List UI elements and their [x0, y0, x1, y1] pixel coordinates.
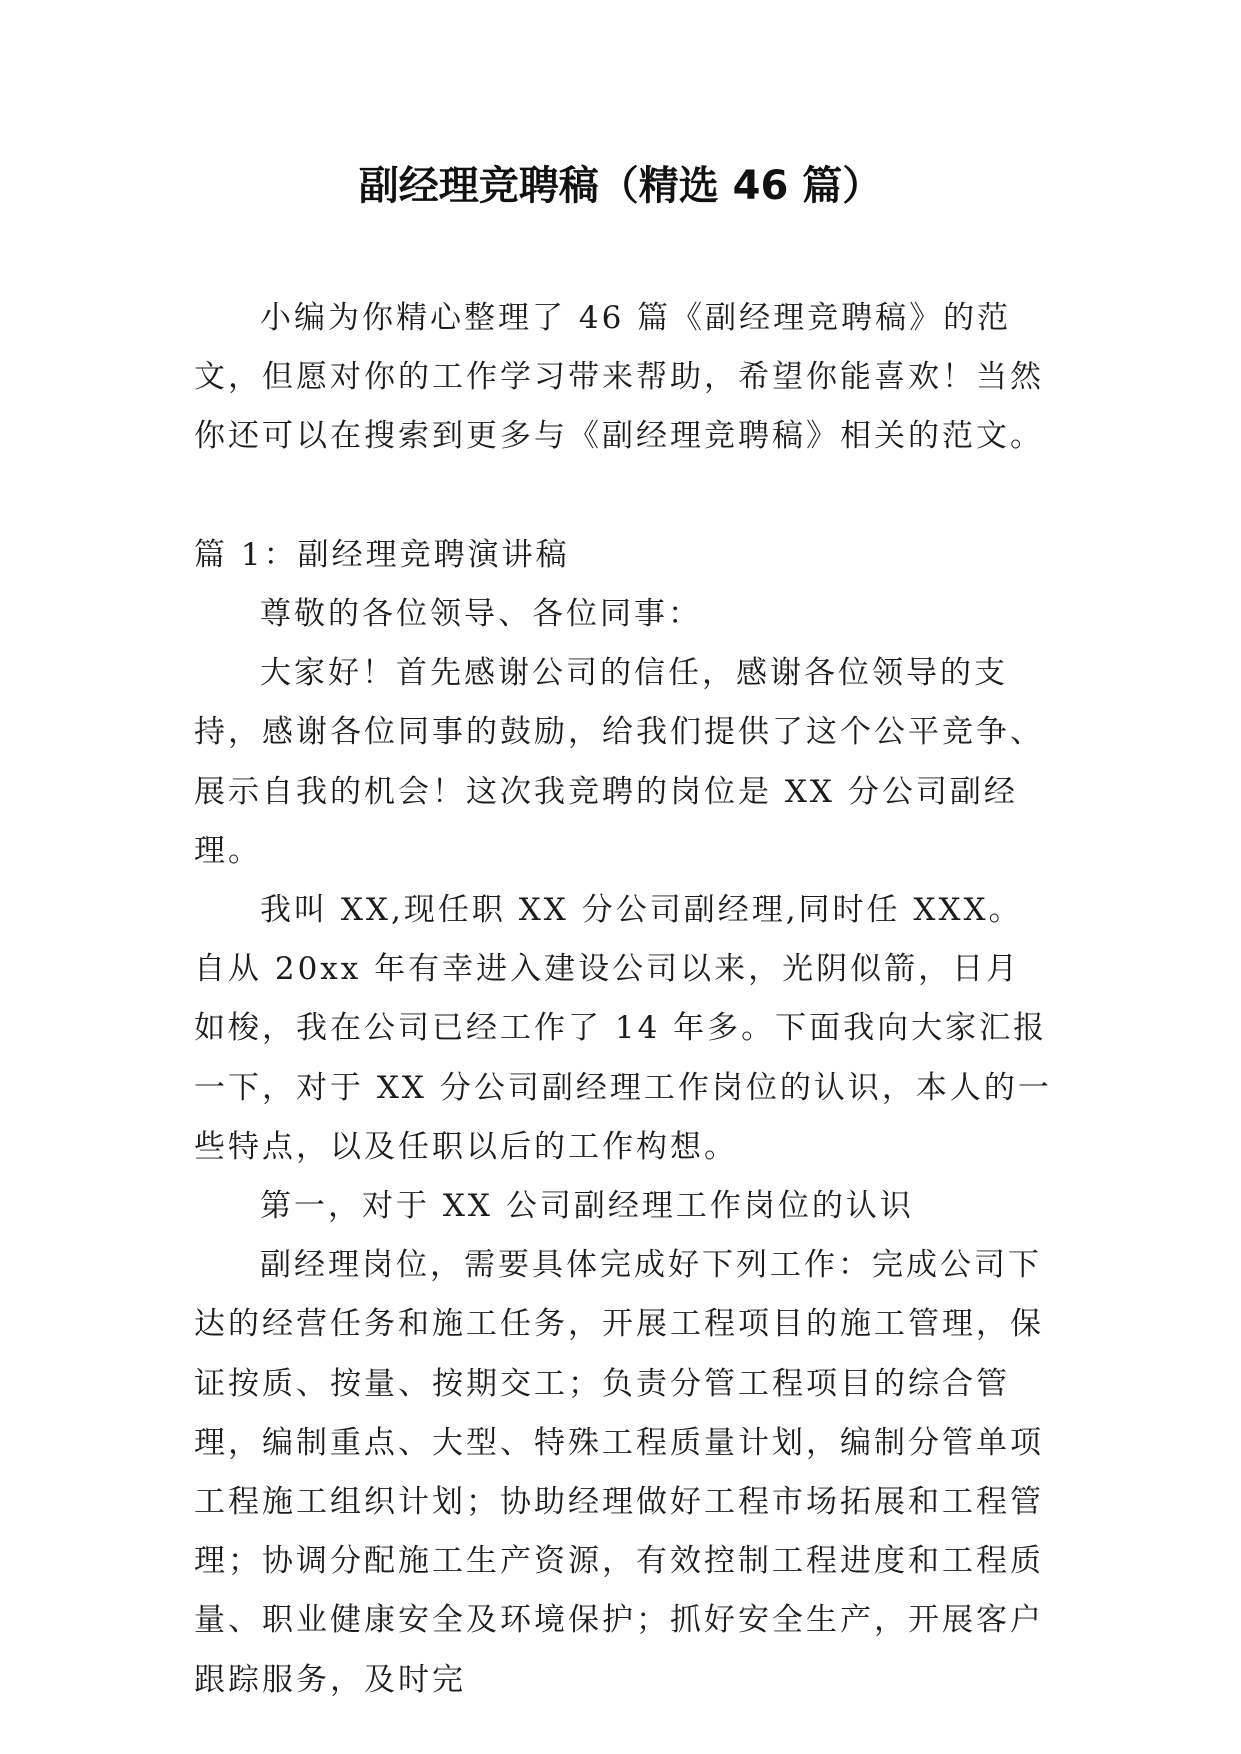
document-title: 副经理竞聘稿（精选 46 篇）: [358, 163, 883, 209]
subheading-paragraph: 第一，对于 XX 公司副经理工作岗位的认识: [260, 1188, 914, 1225]
greeting-paragraph: 大家好！首先感谢公司的信任，感谢各位领导的支持，感谢各位同事的鼓励，给我们提供了这个公平竞争、展示自我的机会！这次我竞聘的岗位是 XX 分公司副经理。: [194, 655, 1044, 869]
section-heading: 篇 1：副经理竞聘演讲稿: [194, 536, 570, 573]
intro-paragraph: 小编为你精心整理了 46 篇《副经理竞聘稿》的范文，但愿对你的工作学习带来帮助，希望你能喜欢！当然你还可以在搜索到更多与《副经理竞聘稿》相关的范文。: [194, 300, 1044, 455]
self-introduction-paragraph: 我叫 XX,现任职 XX 分公司副经理,同时任 XXX。自从 20xx 年有幸进入建设公司以来，光阴似箭，日月如梭，我在公司已经工作了 14 年多。下面我向大家汇报一下，对于 XX 分公司副经理工作岗位的认识，本人的一些特点，以及任职以后的工作构想。: [194, 892, 1052, 1165]
salutation-paragraph: 尊敬的各位领导、各位同事：: [260, 596, 702, 632]
document-body: [194, 289, 1054, 1710]
paragraph-spacer: [194, 467, 1054, 526]
duties-paragraph: 副经理岗位，需要具体完成好下列工作：完成公司下达的经营任务和施工任务，开展工程项目的施工管理，保证按质、按量、按期交工；负责分管工程项目的综合管理，编制重点、大型、特殊工程质量计划，编制分管单项工程施工组织计划；协助经理做好工程市场拓展和工程管理；协调分配施工生产资源，有效控制工程进度和工程质量、职业健康安全及环境保护；抓好安全生产，开展客户跟踪服务，及时完: [194, 1247, 1044, 1698]
